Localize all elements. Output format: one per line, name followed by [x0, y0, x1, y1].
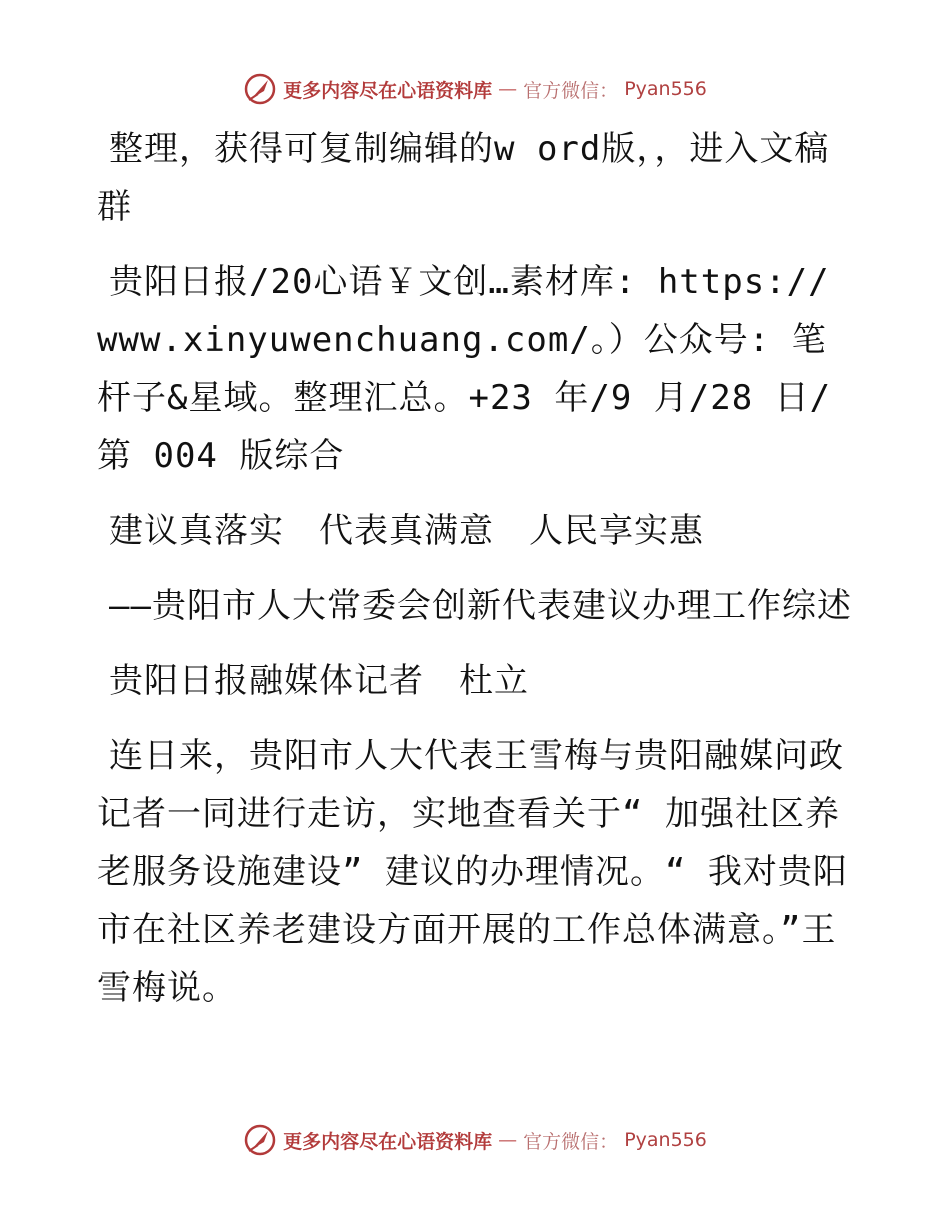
- watermark-site-text: 更多内容尽在心语资料库: [283, 1130, 493, 1153]
- watermark-wechat-id: Pyan556: [624, 78, 707, 100]
- footer-watermark: [0, 1123, 950, 1157]
- watermark-wechat-id: Pyan556: [624, 1129, 707, 1151]
- header-watermark: [0, 72, 950, 106]
- watermark-separator: —: [498, 78, 518, 100]
- article-byline: 贵阳日报融媒体记者 杜立: [109, 661, 529, 701]
- watermark-official-label: 官方微信：: [523, 79, 619, 102]
- intro-note-paragraph: 整理，获得可复制编辑的w ord版，，进入文稿群: [97, 129, 830, 227]
- watermark-separator: —: [498, 1129, 518, 1151]
- watermark-site-text: 更多内容尽在心语资料库: [283, 79, 493, 102]
- source-info-paragraph: 贵阳日报/20心语￥文创…素材库: https:// www.xinyuwenchuang.com/。）公众号: 笔杆子&星域。整理汇总。+23 年/9 月/28 日/第 004 版综合: [97, 262, 832, 476]
- quill-logo-icon: [243, 72, 277, 106]
- article-subtitle: ——贵阳市人大常委会创新代表建议办理工作综述: [109, 586, 852, 626]
- document-body: [97, 120, 857, 1034]
- quill-logo-icon: [243, 1123, 277, 1157]
- watermark-official-label: 官方微信：: [523, 1130, 619, 1153]
- article-headline: 建议真落实 代表真满意 人民享实惠: [109, 511, 704, 551]
- article-body-paragraph: 连日来，贵阳市人大代表王雪梅与贵阳融媒问政记者一同进行走访，实地查看关于“ 加强社区养老服务设施建设” 建议的办理情况。“ 我对贵阳市在社区养老建设方面开展的工作总体满意。”王雪梅说。: [97, 736, 848, 1008]
